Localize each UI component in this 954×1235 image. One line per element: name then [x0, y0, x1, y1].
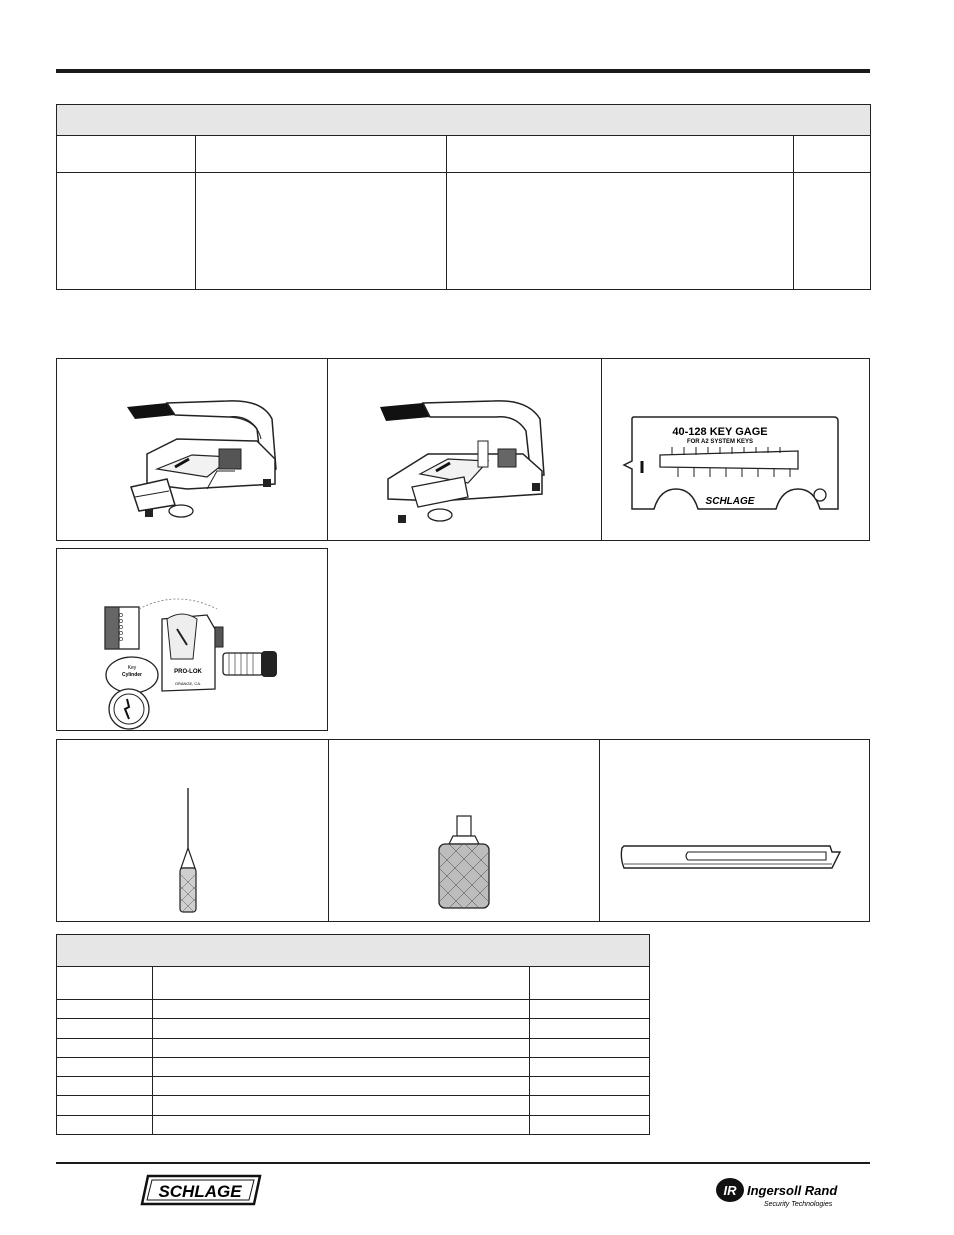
gage-subtitle: FOR A2 SYSTEM KEYS	[686, 439, 754, 445]
parts-table-title-bar	[57, 935, 650, 967]
key-gage-illustration	[602, 359, 869, 540]
top-table-header-cell	[196, 136, 447, 173]
schlage-logo	[138, 1172, 264, 1208]
table-row	[57, 1077, 650, 1096]
parts-table-header-cell	[530, 967, 650, 1000]
cylinder-label-line1: Key	[127, 665, 137, 671]
ir-mark: IR	[723, 1183, 737, 1198]
table-row	[57, 1039, 650, 1058]
footer-rule	[56, 1162, 870, 1164]
ir-tagline: Security Technologies	[764, 1201, 833, 1208]
panel-key-machine-1	[56, 358, 328, 541]
fixture-origin: ORANGE, CA.	[174, 681, 202, 686]
top-table-title-bar	[57, 105, 871, 136]
parts-table-header-cell	[153, 967, 530, 1000]
key-machine-illustration	[57, 359, 327, 540]
panel-key-gage	[601, 358, 870, 541]
top-table-cell	[196, 173, 447, 290]
top-table-cell	[57, 173, 196, 290]
top-table-cell	[447, 173, 794, 290]
panel-follower-tube	[599, 739, 870, 922]
cylinder-fixture-illustration	[57, 549, 327, 730]
key-machine-illustration	[328, 359, 601, 540]
panel-pin-tool	[56, 739, 329, 922]
header-rule	[56, 69, 870, 73]
table-row	[57, 1000, 650, 1019]
schlage-logo-text: SCHLAGE	[158, 1182, 242, 1201]
panel-key-machine-2	[327, 358, 602, 541]
table-row	[57, 1116, 650, 1135]
pin-tool-illustration	[57, 740, 328, 921]
top-table	[56, 104, 871, 290]
follower-tube-illustration	[600, 740, 869, 921]
top-table-cell	[794, 173, 871, 290]
panel-cylinder-fixture	[56, 548, 328, 731]
gage-title: 40-128 KEY GAGE	[672, 426, 768, 438]
ingersoll-rand-logo	[714, 1176, 854, 1210]
gage-brand: SCHLAGE	[705, 496, 755, 507]
table-row	[57, 1058, 650, 1077]
ir-name: Ingersoll Rand	[747, 1183, 838, 1198]
cylinder-label-line2: Cylinder	[121, 672, 143, 678]
fixture-brand: PRO-LOK	[174, 669, 202, 675]
parts-table	[56, 934, 650, 1135]
top-table-header-cell	[447, 136, 794, 173]
panel-knurled-tool	[328, 739, 600, 922]
parts-table-header-cell	[57, 967, 153, 1000]
table-row	[57, 1096, 650, 1116]
top-table-header-cell	[794, 136, 871, 173]
knurled-tool-illustration	[329, 740, 599, 921]
top-table-header-cell	[57, 136, 196, 173]
table-row	[57, 1019, 650, 1039]
